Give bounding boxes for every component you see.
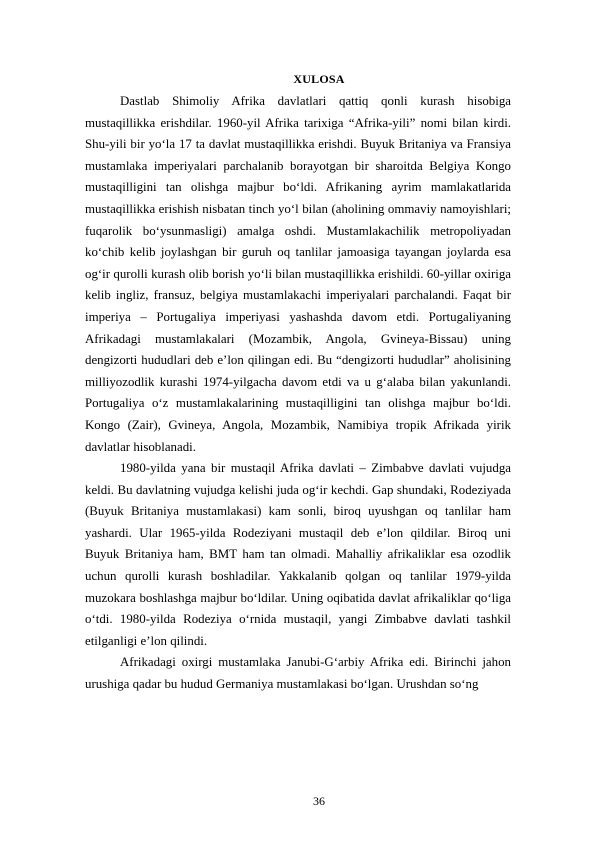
- page-number: 36: [313, 794, 325, 808]
- paragraph-1: Dastlab Shimoliy Afrika davlatlari qattiq qonli kurash hisobiga mustaqillikka erishdilar. 1960-yil Afrika tarixiga “Afrika-yili” nomi bilan kirdi. Shu-yili bir yo‘la 17 ta davlat mustaqillikka erishdi. Buyuk Britaniya va Fransiya mustamlaka imperiyalari parchalanib borayotgan bir sharoitda Belgiya Kongo mustaqilligini tan olishga majbur bo‘ldi. Afrikaning ayrim mamlakatlarida mustaqillikka erishish nisbatan tinch yo‘l bilan (aholining ommaviy namoyishlari; fuqarolik bo‘ysunmasligi) amalga oshdi. Mustamlakachilik metropoliyadan ko‘chib kelib joylashgan bir guruh oq tanlilar jamoasiga tayangan joylarda esa og‘ir qurolli kurash olib borish yo‘li bilan mustaqillikka erishildi. 60-yillar oxiriga kelib ingliz, fransuz, belgiya mustamlakachi imperiyalari parchalandi. Faqat bir imperiya – Portugaliya imperiyasi yashashda davom etdi. Portugaliyaning Afrikadagi mustamlakalari (Mozambik, Angola, Gvineya-Bissau) uning dengizorti hududlari deb e’lon qilingan edi. Bu “dengizorti hududlar” aholisining milliyozodlik kurashi 1974-yilgacha davom etdi va u g‘alaba bilan yakunlandi. Portugaliya o‘z mustamlakalarining mustaqilligini tan olishga majbur bo‘ldi. Kongo (Zair), Gvineya, Angola, Mozambik, Namibiya tropik Afrikada yirik davlatlar hisoblanadi.: [85, 94, 511, 454]
- paragraph-2: 1980-yilda yana bir mustaqil Afrika davlati – Zimbabve davlati vujudga keldi. Bu davlatning vujudga kelishi juda og‘ir kechdi. Gap shundaki, Rodeziyada (Buyuk Britaniya mustamlakasi) kam sonli, biroq uyushgan oq tanlilar ham yashardi. Ular 1965-yilda Rodeziyani mustaqil deb e’lon qildilar. Biroq uni Buyuk Britaniya ham, BMT ham tan olmadi. Mahalliy afrikaliklar esa ozodlik uchun qurolli kurash boshladilar. Yakkalanib qolgan oq tanlilar 1979-yilda muzokara boshlashga majbur bo‘ldilar. Uning oqibatida davlat afrikaliklar qo‘liga o‘tdi. 1980-yilda Rodeziya o‘rnida mustaqil, yangi Zimbabve davlati tashkil etilganligi e’lon qilindi.: [85, 461, 511, 648]
- paragraph-3: Afrikadagi oxirgi mustamlaka Janubi-G‘arbiy Afrika edi. Birinchi jahon urushiga qadar bu hudud Germaniya mustamlakasi bo‘lgan. Urushdan so‘ng: [85, 655, 511, 692]
- body-text: [85, 91, 511, 696]
- page-title: XULOSA: [293, 72, 345, 86]
